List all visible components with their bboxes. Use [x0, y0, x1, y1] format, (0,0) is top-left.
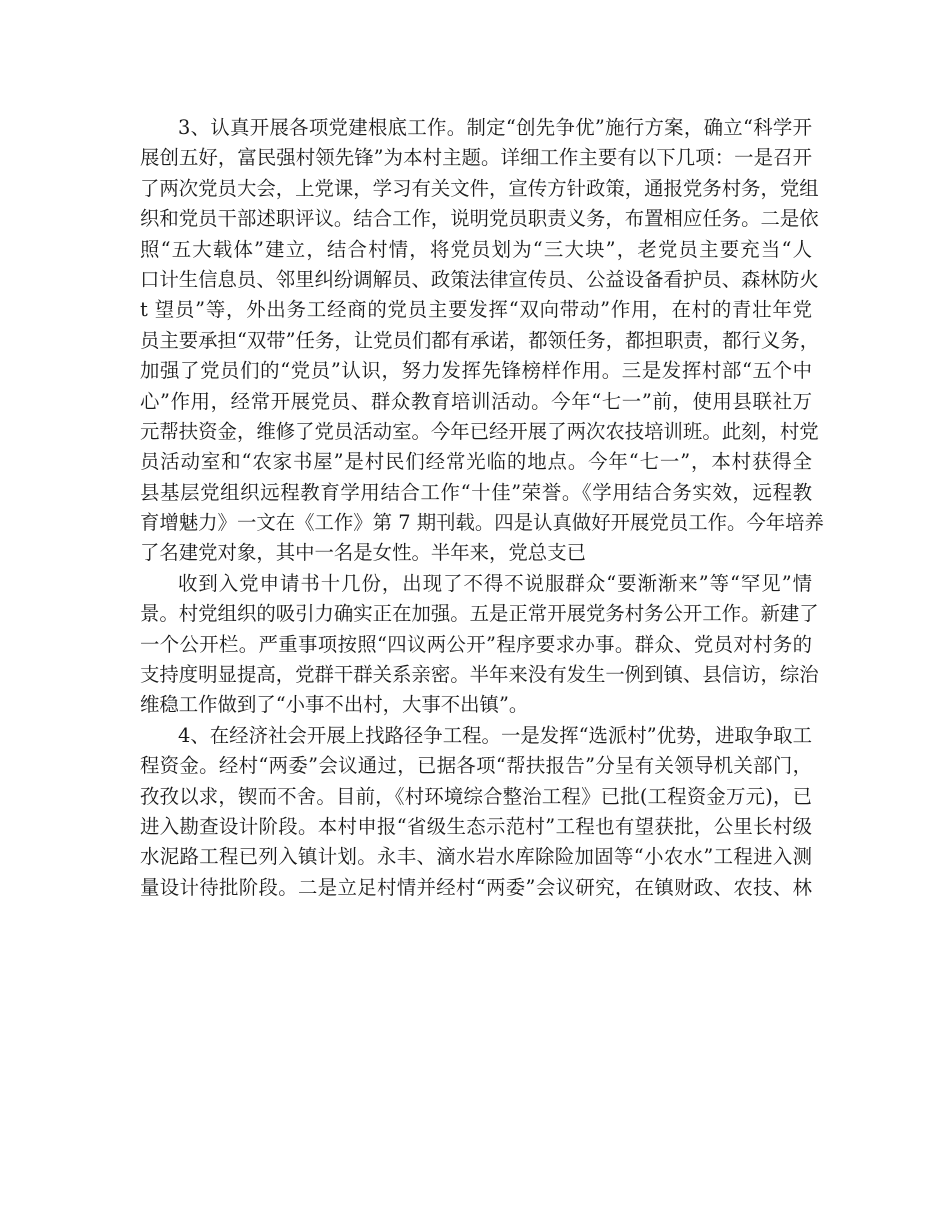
paragraph-line: 口计生信息员、邻里纠纷调解员、政策法律宣传员、公益设备看护员、森林防火 — [140, 267, 819, 291]
paragraph-line: 维稳工作做到了“小事不出村，大事不出镇”。 — [140, 693, 529, 717]
paragraph-line: 了两次党员大会，上党课，学习有关文件，宣传方针政策，通报党务村务，党组 — [140, 176, 819, 200]
paragraph-line: 水泥路工程已列入镇计划。永丰、滴水岩水库除险加固等“小农水”工程进入测 — [140, 845, 812, 869]
paragraph-line: 元帮扶资金，维修了党员活动室。今年已经开展了两次农技培训班。此刻，村党 — [140, 419, 819, 443]
paragraph-line: 支持度明显提高，党群干群关系亲密。半年来没有发生一例到镇、县信访，综治 — [140, 663, 819, 687]
paragraph-line: 程资金。经村“两委”会议通过，已据各项“帮扶报告”分呈有关领导机关部门， — [140, 754, 812, 778]
paragraph-line: 了名建党对象，其中一名是女性。半年来，党总支已 — [140, 541, 586, 565]
paragraph-line: 景。村党组织的吸引力确实正在加强。五是正常开展党务村务公开工作。新建了 — [140, 602, 819, 626]
paragraph-line: 照“五大载体”建立，结合村情，将党员划为“三大块”，老党员主要充当“人 — [140, 237, 812, 261]
paragraph-line: 进入勘查设计阶段。本村申报“省级生态示范村”工程也有望获批，公里长村级 — [140, 814, 812, 838]
paragraph-line: 心”作用，经常开展党员、群众教育培训活动。今年“七一”前，使用县联社万 — [140, 389, 812, 413]
paragraph-line: 孜孜以求，锲而不舍。目前，《村环境综合整治工程》已批(工程资金万元)，已 — [140, 784, 812, 808]
paragraph-line: 展创五好，富民强村领先锋”为本村主题。详细工作主要有以下几项：一是召开 — [140, 146, 812, 170]
paragraph-line: 一个公开栏。严重事项按照“四议两公开”程序要求办事。群众、党员对村务的 — [140, 632, 812, 656]
paragraph-line: 量设计待批阶段。二是立足村情并经村“两委”会议研究，在镇财政、农技、林 — [140, 875, 812, 899]
document-body — [140, 113, 824, 903]
paragraph-line: 育增魅力》一文在《工作》第 7 期刊载。四是认真做好开展党员工作。今年培养 — [140, 511, 824, 535]
paragraph-line: 加强了党员们的“党员”认识，努力发挥先锋榜样作用。三是发挥村部“五个中 — [140, 359, 812, 383]
paragraph-line: 员主要承担“双带”任务，让党员们都有承诺，都领任务，都担职责，都行义务， — [140, 328, 820, 352]
paragraph-line: 织和党员干部述职评议。结合工作，说明党员职责义务，布置相应任务。二是依 — [140, 207, 819, 231]
paragraph-line: t 望员”等，外出务工经商的党员主要发挥“双向带动”作用，在村的青壮年党 — [140, 298, 812, 322]
paragraph-line: 县基层党组织远程教育学用结合工作“十佳”荣誉。《学用结合务实效，远程教 — [140, 480, 812, 504]
paragraph-line: 收到入党申请书十几份，出现了不得不说服群众“要渐渐来”等“罕见”情 — [178, 571, 812, 595]
paragraph-line: 4、在经济社会开展上找路径争工程。一是发挥“选派村”优势，进取争取工 — [178, 723, 812, 747]
paragraph-line: 3、认真开展各项党建根底工作。制定“创先争优”施行方案，确立“科学开 — [178, 116, 812, 139]
paragraph-line: 员活动室和“农家书屋”是村民们经常光临的地点。今年“七一”，本村获得全 — [140, 450, 812, 474]
